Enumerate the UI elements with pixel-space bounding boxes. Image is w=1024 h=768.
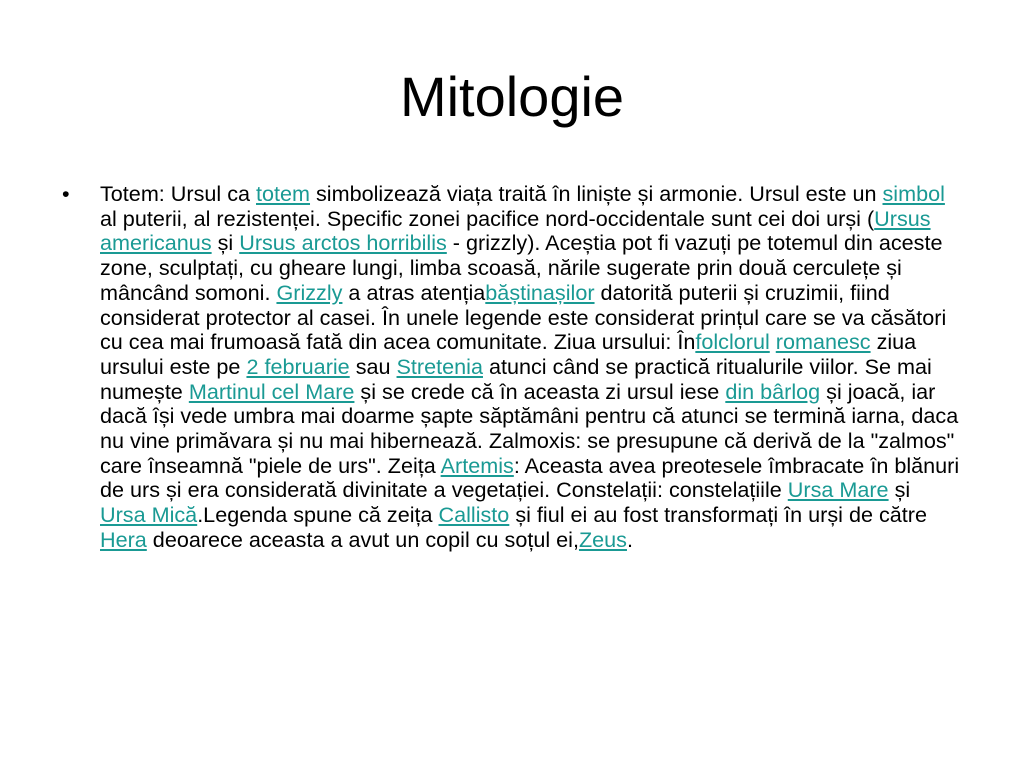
text-segment: și joacă, iar dacă își vede umbra mai doarme șapte săptămâni pentru că atunci se termină iarna, daca nu vine primăvara și nu mai hibernează. Zalmoxis: se presupune că derivă de la "zalmos" care înseamnă "piele de urs". Zeița [100, 378, 959, 478]
link-hera[interactable]: Hera [100, 526, 147, 552]
link-ursus-americanus[interactable]: Ursus americanus [100, 205, 931, 256]
link-romanesc[interactable]: romanesc [775, 329, 871, 355]
slide-body [60, 182, 960, 553]
link-ursa-mare[interactable]: Ursa Mare [787, 477, 889, 503]
text-segment: și fiul ei au fost transformați în urși de către [509, 502, 927, 528]
text-segment: . [626, 526, 633, 552]
bullet-icon: • [62, 181, 70, 206]
text-segment: simbolizează viața traită în liniște și armonie. Ursul este un [310, 181, 883, 206]
bullet-item [60, 182, 960, 553]
bullet-text [100, 181, 959, 552]
text-segment: ziua ursului este pe [100, 329, 917, 379]
text-segment: și [888, 477, 911, 503]
link-artemis[interactable]: Artemis [440, 452, 514, 478]
text-segment: : Aceasta avea preotesele îmbracate în blănuri de urs și era considerată divinitate a vegetației. Constelații: constelațiile [100, 452, 960, 503]
link-grizzly[interactable]: Grizzly [276, 279, 343, 305]
text-segment: al puterii, al rezistenței. Specific zonei pacifice nord-occidentale sunt cei doi urși ( [100, 205, 875, 231]
link-bastinasilor[interactable]: băștinașilor [485, 279, 595, 305]
link-totem[interactable]: totem [256, 181, 311, 206]
slide-title: Mitologie [399, 65, 625, 128]
text-segment: a atras atenția [342, 279, 486, 305]
link-zeus[interactable]: Zeus [578, 526, 627, 552]
link-2-februarie[interactable]: 2 februarie [246, 353, 350, 379]
text-segment: și [211, 230, 240, 256]
link-simbol[interactable]: simbol [882, 181, 945, 206]
text-segment: Totem: Ursul ca [100, 181, 256, 206]
link-martinul-cel-mare[interactable]: Martinul cel Mare [188, 378, 355, 404]
link-din-barlog[interactable]: din bârlog [725, 378, 821, 404]
text-segment: - grizzly). Aceștia pot fi vazuți pe totemul din aceste zone, sculptați, cu gheare lungi, limba scoasă, nările sugerate prin două cerculețe și mâncând somoni. [100, 230, 943, 305]
text-segment: sau [349, 353, 397, 379]
text-segment: și se crede că în aceasta zi ursul iese [354, 378, 726, 404]
link-ursa-mica[interactable]: Ursa Mică [100, 502, 198, 528]
text-segment: datorită puterii și cruzimii, fiind considerat protector al casei. În unele legende este considerat prințul care se va căsători cu cea mai frumoasă fată din acea comunitate. Ziua ursului: În [100, 279, 947, 355]
link-folclorul[interactable]: folclorul [695, 329, 770, 355]
link-ursus-arctos-horribilis[interactable]: Ursus arctos horribilis [239, 230, 447, 256]
link-stretenia[interactable]: Stretenia [396, 353, 483, 379]
text-segment: atunci când se practică ritualurile viilor. Se mai numește [100, 353, 932, 404]
text-segment: .Legenda spune că zeița [197, 502, 439, 528]
link-callisto[interactable]: Callisto [438, 502, 510, 528]
text-segment: deoarece aceasta a avut un copil cu soțul ei, [146, 526, 579, 552]
